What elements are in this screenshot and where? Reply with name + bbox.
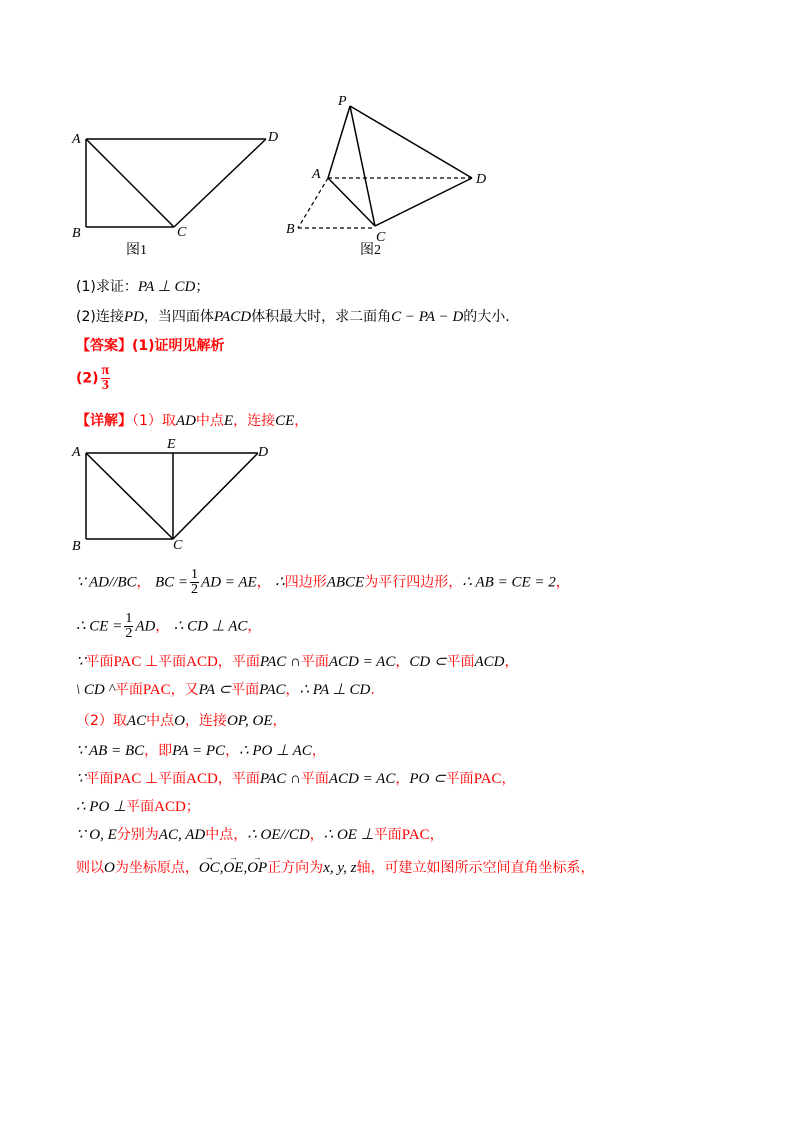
detail-l1-t4: ， xyxy=(294,413,309,429)
detail-l2-m5: ∴ AB = CE = 2 xyxy=(462,574,556,591)
q2-text-1: (2)连接 xyxy=(76,309,124,325)
q2-math-2: PACD xyxy=(213,309,252,325)
fig3-label-e: E xyxy=(167,437,176,452)
detail-l5-t1: 平面 xyxy=(114,682,143,698)
detail-l2-t3: 四边形 xyxy=(284,574,327,591)
detail-l2-m3: ∴ xyxy=(275,574,285,591)
fig3-label-a: A xyxy=(72,445,81,460)
fig2-label-b: B xyxy=(286,222,295,237)
detail-l1-t2: 中点 xyxy=(195,413,224,429)
detail-l8-t4: 平面 xyxy=(300,771,329,787)
vector-op: OP → xyxy=(247,858,267,878)
detail-l10-m5: PAC xyxy=(401,827,430,843)
detail-l6-t4: ， xyxy=(272,713,287,729)
detail-l10-m2: AC, AD xyxy=(158,827,206,843)
detail-l8-m2: PAC ⊥ xyxy=(113,771,159,787)
detail-l2-t5: ， xyxy=(555,574,570,591)
detail-l5-m4: PAC xyxy=(259,682,286,698)
detail-l10-m1: ∵ O, E xyxy=(76,827,117,843)
detail-l7-m2: PA = PC xyxy=(172,743,226,759)
fig1-caption: 图1 xyxy=(126,243,147,258)
fig3-label-d: D xyxy=(258,445,269,460)
detail-l4-m2: PAC ⊥ xyxy=(113,654,159,670)
detail-l3-t1: ， xyxy=(155,618,170,635)
detail-l9-t2: ； xyxy=(185,799,200,815)
detail-l2-frac-den: 2 xyxy=(191,582,199,597)
figure-3 xyxy=(60,436,290,556)
answer-part-1: (1)证明见解析 xyxy=(132,338,225,354)
detail-l7-t3: ， xyxy=(311,743,326,759)
detail-l10-t1: 分别为 xyxy=(116,827,159,843)
fig1-label-a: A xyxy=(72,132,81,147)
detail-l8-t3: ，平面 xyxy=(217,771,260,787)
detail-l8-m3: ACD xyxy=(186,771,218,787)
detail-l3-frac-den: 2 xyxy=(125,626,133,641)
detail-line-7 xyxy=(76,741,326,761)
answer-label: 【答案】 xyxy=(76,338,132,354)
detail-l11-t1: 则以 xyxy=(76,860,104,876)
detail-l8-t5: ， xyxy=(395,771,410,787)
detail-l5-t4: ， xyxy=(285,682,300,698)
detail-l11-t3: 正方向为 xyxy=(267,860,324,876)
detail-l8-m4: PAC ∩ xyxy=(259,771,301,787)
detail-l5-m2: PAC xyxy=(142,682,171,698)
detail-l8-m7: PAC xyxy=(473,771,502,787)
detail-l5-m1: \ CD ^ xyxy=(76,682,115,698)
fig2-label-c: C xyxy=(376,230,386,245)
detail-l10-t2: 中点， xyxy=(205,827,248,843)
detail-l5-m5: ∴ PA ⊥ CD xyxy=(299,682,371,698)
detail-l4-m6: CD ⊂ xyxy=(409,654,447,670)
q2-text-4: 的大小. xyxy=(463,309,510,325)
detail-l3-m1b: AD xyxy=(135,618,156,635)
answer-fraction-den: 3 xyxy=(101,378,109,393)
question-1 xyxy=(76,277,209,297)
detail-l6-t3: ，连接 xyxy=(184,713,227,729)
fig2-caption: 图2 xyxy=(360,243,381,258)
detail-l4-m7: ACD xyxy=(474,654,505,670)
detail-l7-t2: ， xyxy=(225,743,240,759)
figure-2 xyxy=(280,90,510,270)
detail-line-3 xyxy=(76,612,261,641)
detail-l5-t3: 平面 xyxy=(231,682,260,698)
q1-suffix: ； xyxy=(195,279,210,295)
detail-line-8 xyxy=(76,769,516,789)
detail-l1-m2: E xyxy=(223,413,234,429)
answer-line xyxy=(76,336,225,356)
q2-text-2: ，当四面体 xyxy=(143,309,214,325)
detail-l2-m2b: AD = AE xyxy=(201,574,257,591)
detail-l6-m3: OP, OE xyxy=(226,713,273,729)
detail-l10-m4: ∴ OE ⊥ xyxy=(323,827,374,843)
q2-math-3: C − PA − D xyxy=(391,309,464,325)
detail-l4-m4: PAC ∩ xyxy=(259,654,301,670)
detail-l1-t1: （1）取 xyxy=(132,413,176,429)
detail-l6-t1: （2）取 xyxy=(76,713,127,729)
detail-l4-m1: ∵ xyxy=(76,654,86,670)
detail-line-5 xyxy=(76,680,375,700)
q2-text-3: 体积最大时，求二面角 xyxy=(251,309,392,325)
vector-oc: OC → xyxy=(199,858,220,878)
detail-l11-comma-1: , xyxy=(219,860,224,876)
fig2-label-p: P xyxy=(338,94,347,109)
detail-l4-m3: ACD xyxy=(186,654,218,670)
detail-line-9 xyxy=(76,797,200,817)
fig2-label-d: D xyxy=(476,172,487,187)
detail-l2-fraction xyxy=(190,568,199,597)
detail-l8-t1: 平面 xyxy=(85,771,114,787)
detail-l3-frac-num: 1 xyxy=(125,611,133,626)
detail-l2-m2a: BC = xyxy=(154,574,189,591)
detail-l3-t2: ， xyxy=(247,618,262,635)
detail-l3-fraction xyxy=(124,612,133,641)
detail-l4-t6: 平面 xyxy=(446,654,475,670)
detail-l7-m3: ∴ PO ⊥ AC xyxy=(239,743,312,759)
detail-l8-m5: ACD = AC xyxy=(328,771,396,787)
detail-l11-m2: x, y, z xyxy=(323,860,357,876)
detail-l2-frac-num: 1 xyxy=(191,567,199,582)
detail-l8-t6: 平面 xyxy=(445,771,474,787)
detail-line-6 xyxy=(76,711,287,731)
detail-l10-t5: ， xyxy=(429,827,444,843)
detail-l6-m2: O xyxy=(174,713,185,729)
vector-oe: OE → xyxy=(223,858,243,878)
detail-l2-t2: ， xyxy=(256,574,271,591)
detail-l8-m1: ∵ xyxy=(76,771,86,787)
fig3-label-c: C xyxy=(173,538,183,553)
detail-l5-m3: PA ⊂ xyxy=(198,682,232,698)
fig2-label-a: A xyxy=(312,167,321,182)
detail-l6-m1: AC xyxy=(126,713,147,729)
detail-l5-t5: . xyxy=(370,682,375,698)
detail-l2-t1: ， xyxy=(136,574,151,591)
detail-line-1 xyxy=(76,411,308,431)
detail-l11-m1: O xyxy=(104,860,115,876)
figure-1 xyxy=(60,120,290,270)
detail-l4-m5: ACD = AC xyxy=(328,654,396,670)
detail-l2-t4: 为平行四边形， xyxy=(364,574,463,591)
detail-l8-t7: ， xyxy=(501,771,516,787)
fig1-label-d: D xyxy=(268,130,279,145)
detail-l8-t2: 平面 xyxy=(158,771,187,787)
detail-l4-t1: 平面 xyxy=(85,654,114,670)
detail-l4-t5: ， xyxy=(395,654,410,670)
detail-l3-m1: ∴ CE = xyxy=(76,618,123,635)
detail-l2-m4: ABCE xyxy=(326,574,365,591)
detail-l8-m6: PO ⊂ xyxy=(409,771,446,787)
fig3-label-b: B xyxy=(72,539,81,554)
detail-l4-t3: ，平面 xyxy=(217,654,260,670)
q1-math: PA ⊥ CD xyxy=(137,279,196,295)
detail-l2-m1: ∵ AD//BC xyxy=(76,574,137,591)
detail-l4-t7: ， xyxy=(504,654,519,670)
detail-line-4 xyxy=(76,652,519,672)
detail-l9-t1: 平面 xyxy=(126,799,155,815)
answer-part-2 xyxy=(76,364,112,393)
q2-math-1: PD xyxy=(123,309,144,325)
detail-label: 【详解】 xyxy=(76,413,132,429)
detail-l10-m3: ∴ OE//CD xyxy=(247,827,310,843)
detail-l1-m1: AD xyxy=(175,413,196,429)
answer-part-2-prefix: (2) xyxy=(76,370,99,387)
detail-l9-m2: ACD xyxy=(154,799,186,815)
fig1-label-c: C xyxy=(177,225,187,240)
detail-l1-m3: CE xyxy=(275,413,295,429)
detail-l11-t2: 为坐标原点， xyxy=(114,860,199,876)
detail-line-11 xyxy=(76,858,595,878)
detail-l11-comma-2: , xyxy=(243,860,248,876)
detail-l11-t4: 轴，可建立如图所示空间直角坐标系， xyxy=(356,860,595,876)
detail-line-2 xyxy=(76,568,570,597)
fig1-label-b: B xyxy=(72,226,81,241)
detail-l5-t2: ，又 xyxy=(170,682,199,698)
detail-l9-m1: ∴ PO ⊥ xyxy=(76,799,127,815)
q1-prefix: (1)求证： xyxy=(76,279,138,295)
detail-l3-m2: ∴ CD ⊥ AC xyxy=(173,618,248,635)
detail-l10-t4: 平面 xyxy=(373,827,402,843)
detail-l1-t3: ，连接 xyxy=(233,413,276,429)
detail-l7-t1: ，即 xyxy=(144,743,173,759)
detail-l7-m1: ∵ AB = BC xyxy=(76,743,145,759)
detail-l4-t4: 平面 xyxy=(300,654,329,670)
detail-l10-t3: ， xyxy=(309,827,324,843)
question-2 xyxy=(76,307,510,327)
detail-l6-t2: 中点 xyxy=(146,713,175,729)
detail-line-10 xyxy=(76,825,444,845)
detail-l4-t2: 平面 xyxy=(158,654,187,670)
answer-fraction xyxy=(101,364,111,393)
answer-fraction-num: π xyxy=(101,363,110,378)
